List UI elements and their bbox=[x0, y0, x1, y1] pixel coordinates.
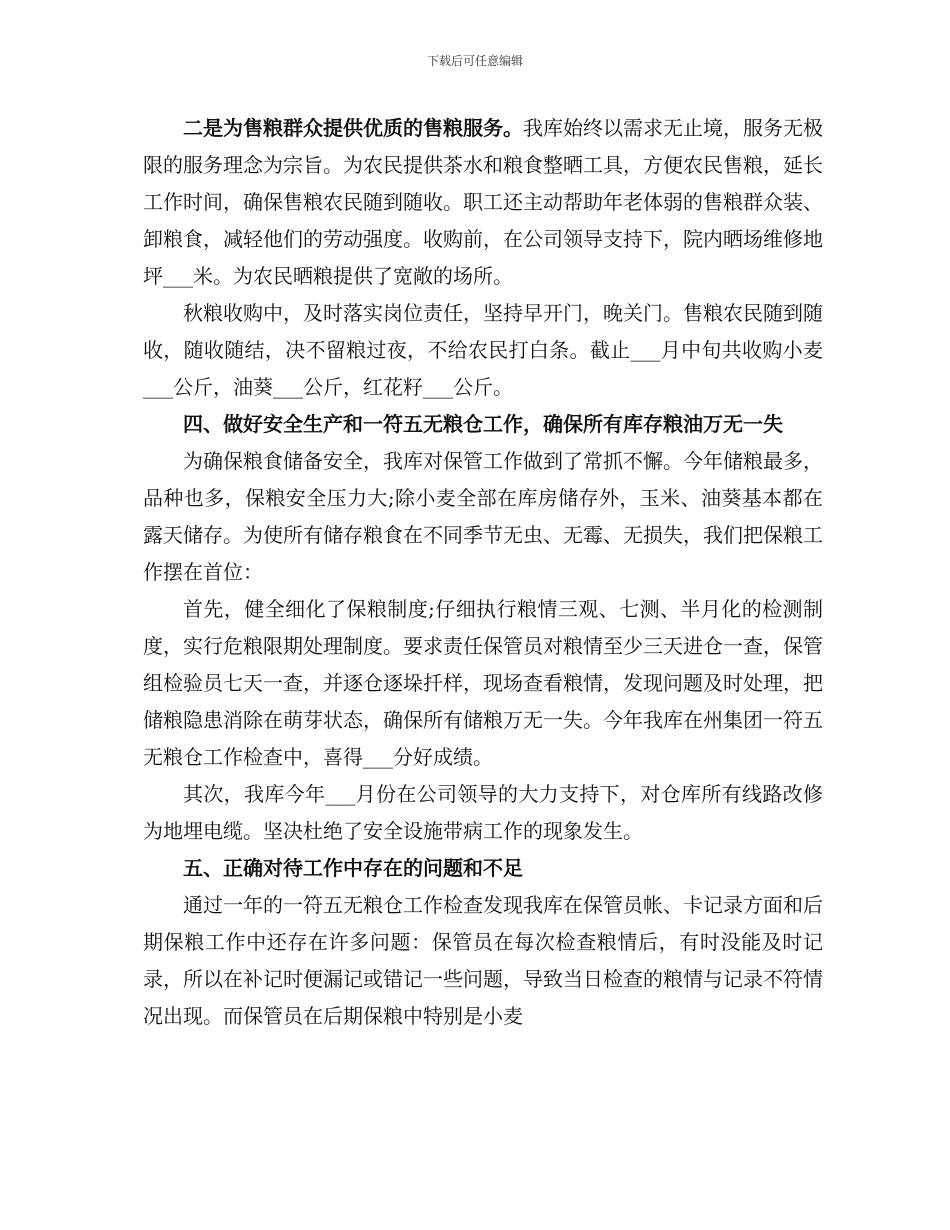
paragraph-lead: 二是为售粮群众提供优质的售粮服务。 bbox=[183, 116, 523, 140]
paragraph-problems: 通过一年的一符五无粮仓工作检查发现我库在保管员帐、卡记录方面和后期保粮工作中还存在许多问题：保管员在每次检查粮情后，有时没能及时记录，所以在补记时便漏记或错记一些问题，导致当日检查的粮情与记录不符情况出现。而保管员在后期保粮中特别是小麦 bbox=[143, 893, 823, 1028]
paragraph-text: 我库始终以需求无止境，服务无极限的服务理念为宗旨。为农民提供茶水和粮食整晒工具，方便农民售粮，延长工作时间，确保售粮农民随到随收。职工还主动帮助年老体弱的售粮群众装、卸粮食，减轻他们的劳动强度。收购前，在公司领导支持下，院内晒场维修地坪___米。为农民晒粮提供了宽敞的场所。 bbox=[143, 116, 823, 288]
paragraph-first: 首先，健全细化了保粮制度;仔细执行粮情三观、七测、半月化的检测制度，实行危粮限期处理制度。要求责任保管员对粮情至少三天进仓一查，保管组检验员七天一查，并逐仓逐垛扦样，现场查看粮情，发现问题及时处理，把储粮隐患消除在萌芽状态，确保所有储粮万无一失。今年我库在州集团一符五无粮仓工作检查中，喜得___分好成绩。 bbox=[143, 597, 823, 769]
section-heading-5: 五、正确对待工作中存在的问题和不足 bbox=[183, 856, 523, 880]
document-body bbox=[143, 110, 823, 1035]
paragraph-autumn-purchase: 秋粮收购中，及时落实岗位责任，坚持早开门，晚关门。售粮农民随到随收，随收随结，决不留粮过夜，不给农民打白条。截止___月中旬共收购小麦___公斤，油葵___公斤，红花籽___公斤。 bbox=[143, 301, 823, 399]
section-heading-4: 四、做好安全生产和一符五无粮仓工作，确保所有库存粮油万无一失 bbox=[183, 412, 783, 436]
paragraph-second: 其次，我库今年___月份在公司领导的大力支持下，对仓库所有线路改修为地埋电缆。坚决杜绝了安全设施带病工作的现象发生。 bbox=[143, 782, 823, 843]
paragraph-storage-safety: 为确保粮食储备安全，我库对保管工作做到了常抓不懈。今年储粮最多，品种也多，保粮安全压力大;除小麦全部在库房储存外，玉米、油葵基本都在露天储存。为使所有储存粮食在不同季节无虫、无霉、无损失，我们把保粮工作摆在首位： bbox=[143, 449, 823, 584]
page-header-note: 下载后可任意编辑 bbox=[426, 54, 523, 68]
paragraph-service bbox=[143, 110, 823, 295]
